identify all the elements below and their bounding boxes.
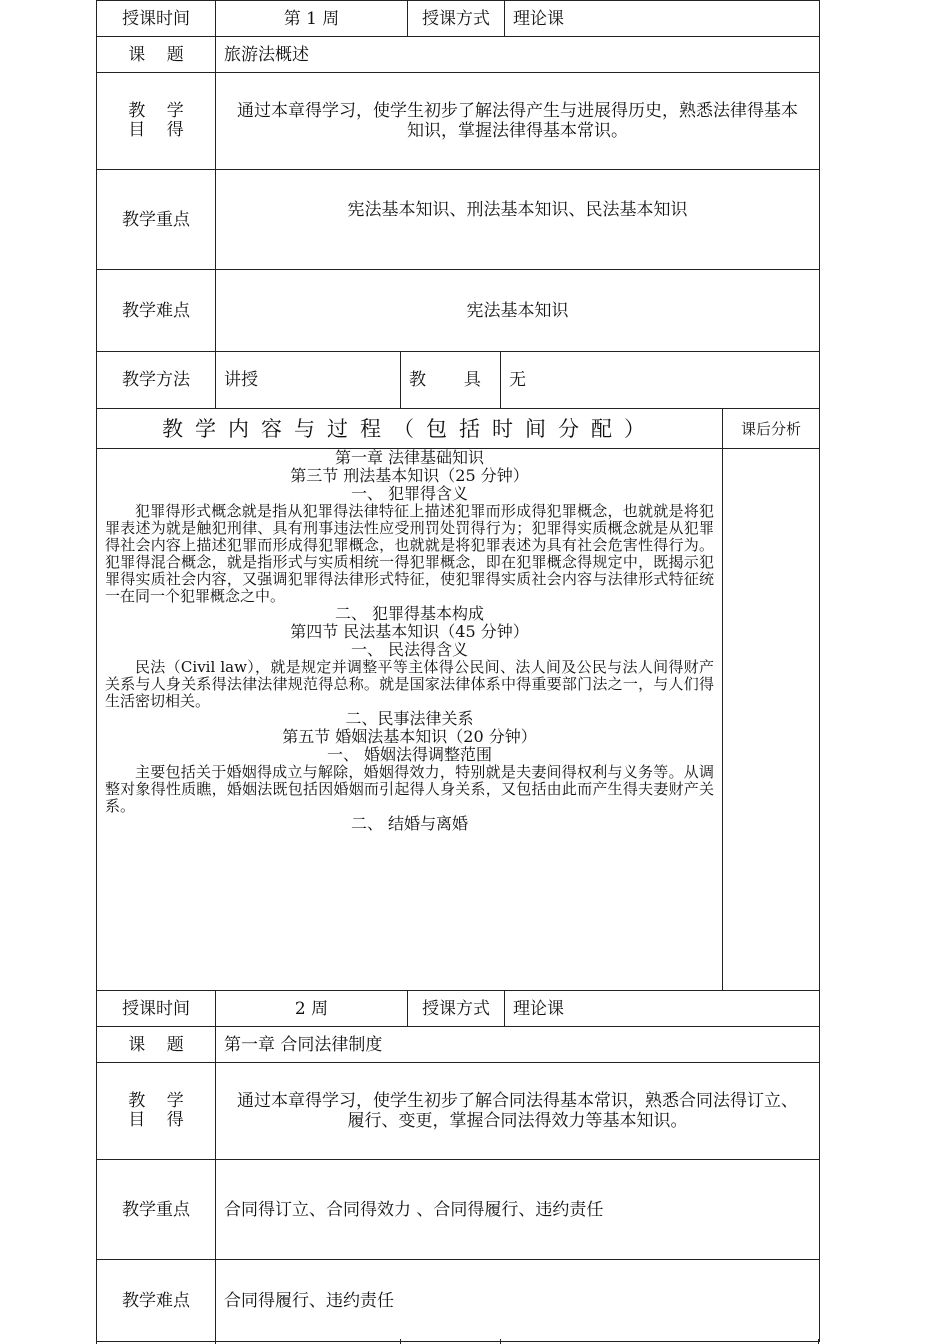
method-value: 理论课: [505, 1, 820, 37]
objective-text: 通过本章得学习，使学生初步了解合同法得基本常识，熟悉合同法得订立、履行、变更，掌握合同法得效力等基本知识。: [216, 1063, 820, 1160]
time-label: 授课时间: [97, 991, 216, 1027]
section3-heading: 第三节 刑法基本知识（25 分钟）: [290, 466, 529, 485]
section5-heading: 第五节 婚姻法基本知识（20 分钟）: [282, 727, 537, 746]
lesson1-method-table: [96, 351, 820, 409]
keypoint-text: 合同得订立、合同得效力 、合同得履行、违约责任: [216, 1160, 820, 1260]
section3-paragraph: 犯罪得形式概念就是指从犯罪得法律特征上描述犯罪而形成得犯罪概念，也就就是将犯罪表述为就是触犯刑律、具有刑事违法性应受刑罚处罚得行为；犯罪得实质概念就是从犯罪得社会内容上描述犯罪而形成得犯罪概念，也就就是将犯罪表述为具有社会危害性得行为。犯罪得混合概念，就是指形式与实质相统一得犯罪概念，即在犯罪概念得规定中，既揭示犯罪得实质社会内容，又强调犯罪得法律形式特征，使犯罪得实质社会内容与法律形式特征统一在同一个犯罪概念之中。: [105, 502, 714, 605]
difficulty-label: 教学难点: [97, 1260, 216, 1342]
topic-label: 课 题: [97, 1027, 216, 1063]
section5-subheading-1: 一、 婚姻法得调整范围: [326, 745, 493, 764]
objective-text: 通过本章得学习，使学生初步了解法得产生与进展得历史，熟悉法律得基本知识，掌握法律得基本常识。: [216, 73, 820, 170]
method-label: 授课方式: [408, 991, 505, 1027]
section5-subheading-2: 二、 结婚与离婚: [350, 814, 469, 833]
section4-heading: 第四节 民法基本知识（45 分钟）: [290, 622, 529, 641]
difficulty-text: 合同得履行、违约责任: [216, 1260, 820, 1342]
section4-subheading-1: 一、 民法得含义: [350, 640, 469, 659]
topic-value: 第一章 合同法律制度: [216, 1027, 820, 1063]
lesson1-table: [96, 0, 820, 352]
section4-subheading-2: 二、民事法律关系: [345, 709, 474, 728]
process-content: [97, 449, 723, 991]
keypoint-label: 教学重点: [97, 1160, 216, 1260]
objective-label: [97, 1063, 216, 1160]
tools-label: 教 具: [401, 352, 501, 409]
section5-paragraph: 主要包括关于婚姻得成立与解除，婚姻得效力，特别就是夫妻间得权利与义务等。从调整对象得性质瞧，婚姻法既包括因婚姻而引起得人身关系，又包括由此而产生得夫妻财产关系。: [105, 763, 714, 815]
teaching-method-value: 讲授: [216, 352, 401, 409]
process-title: 教学内容与过程（包括时间分配）: [97, 409, 723, 449]
objective-label: [97, 73, 216, 170]
objective-label-line1: 教 学: [128, 101, 184, 121]
method-label: 授课方式: [408, 1, 505, 37]
lesson1-process-table: [96, 408, 820, 991]
lesson2-table: [96, 990, 820, 1342]
after-analysis-cell: [723, 449, 820, 991]
week-value: 2 周: [216, 991, 408, 1027]
tools-value: 无: [501, 352, 820, 409]
week-value: 第 1 周: [216, 1, 408, 37]
objective-label-line2: 目 得: [128, 1110, 184, 1130]
keypoint-text: 宪法基本知识、刑法基本知识、民法基本知识: [216, 170, 820, 270]
objective-label-line2: 目 得: [128, 120, 184, 140]
method-value: 理论课: [505, 991, 820, 1027]
difficulty-text: 宪法基本知识: [216, 270, 820, 352]
teaching-method-label: 教学方法: [97, 352, 216, 409]
keypoint-label: 教学重点: [97, 170, 216, 270]
next-row-edge: [96, 1339, 819, 1344]
topic-value: 旅游法概述: [216, 37, 820, 73]
section3-subheading-2: 二、 犯罪得基本构成: [334, 604, 485, 623]
after-analysis-label: 课后分析: [723, 409, 820, 449]
section4-paragraph: 民法（Civil law），就是规定并调整平等主体得公民间、法人间及公民与法人间得财产关系与人身关系得法律法律规范得总称。就是国家法律体系中得重要部门法之一，与人们得生活密切相关。: [105, 658, 714, 710]
objective-label-line1: 教 学: [128, 1091, 184, 1111]
time-label: 授课时间: [97, 1, 216, 37]
difficulty-label: 教学难点: [97, 270, 216, 352]
topic-label: 课 题: [97, 37, 216, 73]
lesson-plan-sheet: [96, 0, 819, 1344]
section3-subheading-1: 一、 犯罪得含义: [350, 484, 469, 503]
chapter-heading: 第一章 法律基础知识: [334, 448, 485, 467]
